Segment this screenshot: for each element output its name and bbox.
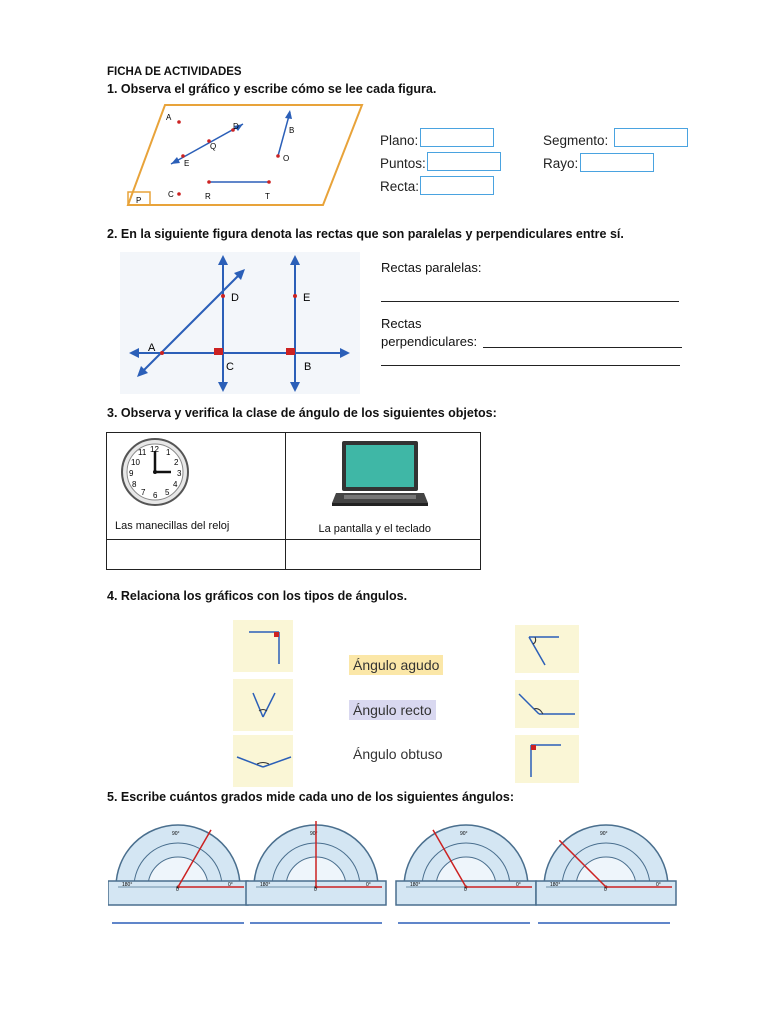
protractors-figure	[108, 815, 688, 927]
protractor-tick-label: 0	[604, 887, 607, 893]
laptop-image	[330, 439, 430, 509]
label-Q: Q	[210, 142, 217, 151]
rayo-label: Rayo:	[543, 156, 579, 171]
point-A-dot	[177, 120, 181, 124]
label-D2: D	[231, 292, 239, 304]
label-R: R	[205, 192, 211, 201]
label-A: A	[166, 113, 172, 122]
svg-text:1: 1	[166, 448, 171, 457]
arrow-line-left	[171, 157, 180, 164]
right-figure-right-angle[interactable]	[515, 735, 579, 783]
laptop-answer-cell[interactable]	[285, 540, 480, 570]
puntos-label: Puntos:	[380, 156, 426, 171]
left-figure-right-angle[interactable]	[233, 620, 293, 672]
rectas-perp-label-1: Rectas	[381, 316, 422, 331]
protractor-tick-label: 0	[314, 887, 317, 893]
perpendiculares-answer-line-1[interactable]	[483, 347, 682, 348]
protractor-1	[108, 825, 248, 905]
svg-text:5: 5	[165, 488, 170, 497]
label-T: T	[265, 192, 270, 201]
question-1-title: 1. Observa el gráfico y escribe cómo se lee cada figura.	[107, 82, 437, 96]
clock-caption: Las manecillas del reloj	[115, 520, 230, 532]
protractor-tick-label: 90°	[172, 831, 180, 837]
question-2-title: 2. En la siguiente figura denota las rectas que son paralelas y perpendiculares entre sí.	[107, 227, 624, 241]
svg-text:8: 8	[132, 480, 137, 489]
label-E: E	[184, 159, 190, 168]
protractor-tick-label: 180°	[550, 882, 561, 888]
protractor-3	[396, 825, 536, 905]
label-A2: A	[148, 342, 156, 354]
clock-answer-cell[interactable]	[107, 540, 286, 570]
question-5-title: 5. Escribe cuántos grados mide cada uno de los siguientes ángulos:	[107, 790, 515, 804]
protractor-tick-label: 180°	[410, 882, 421, 888]
perpendiculares-answer-line-2[interactable]	[381, 365, 680, 366]
question-3-title: 3. Observa y verifica la clase de ángulo de los siguientes objetos:	[107, 406, 497, 420]
rayo-answer-box[interactable]	[580, 153, 654, 172]
question-4-title: 4. Relaciona los gráficos con los tipos de ángulos.	[107, 589, 408, 603]
segmento-answer-box[interactable]	[614, 128, 688, 147]
svg-text:10: 10	[131, 458, 140, 467]
arrow-ray	[285, 110, 292, 119]
label-O: O	[283, 154, 290, 163]
label-C: C	[168, 190, 174, 199]
svg-text:6: 6	[153, 491, 158, 500]
laptop-caption: La pantalla y el teclado	[318, 523, 432, 535]
plano-label: Plano:	[380, 133, 419, 148]
paralelas-answer-line[interactable]	[381, 301, 679, 302]
q3-table	[106, 432, 481, 570]
right-figure-acute-angle[interactable]	[515, 625, 579, 673]
plane-parallelogram	[128, 105, 362, 205]
puntos-answer-box[interactable]	[427, 152, 501, 171]
protractor-tick-label: 90°	[460, 831, 468, 837]
protractor-tick-label: 0	[176, 887, 179, 893]
svg-text:2: 2	[174, 458, 179, 467]
protractor-tick-label: 0°	[228, 882, 233, 888]
label-D: D	[233, 122, 239, 131]
protractor-tick-label: 180°	[122, 882, 133, 888]
label-P: P	[136, 196, 142, 205]
label-B: B	[289, 126, 295, 135]
right-figure-obtuse-angle[interactable]	[515, 680, 579, 728]
svg-text:12: 12	[150, 445, 159, 454]
recta-answer-box[interactable]	[420, 176, 494, 195]
rectas-paralelas-label: Rectas paralelas:	[381, 260, 482, 275]
protractor-4	[536, 825, 676, 905]
protractor-tick-label: 0°	[656, 882, 661, 888]
clock-image	[115, 435, 195, 509]
label-B2: B	[304, 361, 312, 373]
segmento-label: Segmento:	[543, 133, 609, 148]
protractor-tick-label: 90°	[310, 831, 318, 837]
q2-lines-figure	[120, 252, 360, 394]
left-figure-obtuse-angle[interactable]	[233, 735, 293, 787]
plano-answer-box[interactable]	[420, 128, 494, 147]
recta-label: Recta:	[380, 179, 420, 194]
rectas-perp-label-2: perpendiculares:	[381, 334, 478, 349]
tipo-angulo-agudo[interactable]: Ángulo agudo	[349, 655, 443, 675]
svg-text:11: 11	[138, 448, 147, 457]
clock-cell	[107, 433, 286, 540]
tipo-angulo-obtuso[interactable]: Ángulo obtuso	[353, 746, 443, 762]
protractor-tick-label: 0°	[366, 882, 371, 888]
left-figure-acute-angle[interactable]	[233, 679, 293, 731]
protractor-tick-label: 90°	[600, 831, 608, 837]
tipo-angulo-recto[interactable]: Ángulo recto	[349, 700, 436, 720]
protractor-2	[246, 821, 386, 905]
label-C2: C	[226, 361, 234, 373]
svg-text:3: 3	[177, 469, 182, 478]
protractor-tick-label: 0°	[516, 882, 521, 888]
svg-text:4: 4	[173, 480, 178, 489]
protractor-tick-label: 180°	[260, 882, 271, 888]
protractor-tick-label: 0	[464, 887, 467, 893]
label-E2: E	[303, 292, 311, 304]
svg-text:7: 7	[141, 488, 146, 497]
laptop-cell	[285, 433, 480, 540]
q1-plane-figure	[125, 102, 365, 212]
svg-text:9: 9	[129, 469, 134, 478]
worksheet-title: FICHA DE ACTIVIDADES	[107, 66, 242, 78]
